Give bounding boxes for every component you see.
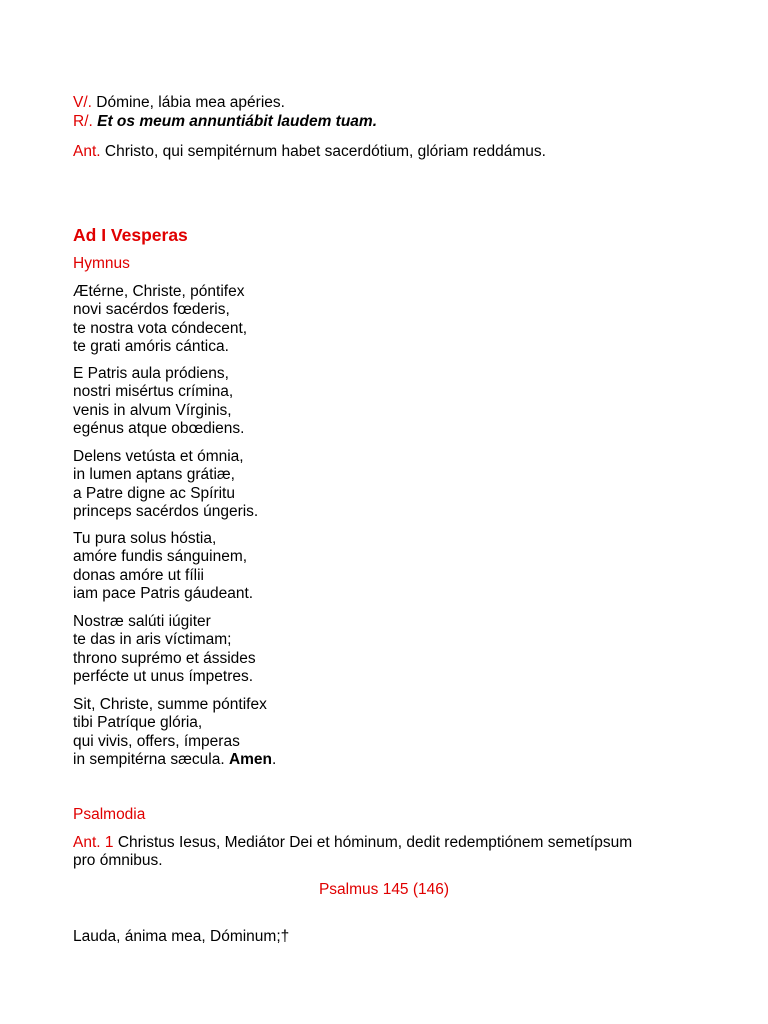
hymn-stanza [73, 365, 244, 439]
hymn-stanza [73, 283, 247, 357]
verse-line: E Patris aula pródiens, [73, 365, 229, 382]
verse-line: novi sacérdos fœderis, [73, 301, 230, 319]
antiphon-marker: Ant. 1 [73, 834, 114, 851]
antiphon-text: Christus Iesus, Mediátor Dei et hóminum, dedit redemptiónem semetípsum [117, 834, 633, 851]
versicle-text: Dómine, lábia mea apéries. [96, 94, 285, 111]
verse-line: Sit, Christe, summe póntifex [73, 696, 267, 713]
psalmody-label: Psalmodia [73, 806, 146, 823]
versicle-line [73, 94, 285, 112]
section-heading: Ad I Vesperas [73, 225, 188, 245]
verse-line: Tu pura solus hóstia, [73, 530, 217, 547]
hymn-label: Hymnus [73, 255, 130, 272]
versicle-marker: V/. [73, 94, 92, 111]
verse-line: venis in alvum Vírginis, [73, 401, 232, 419]
verse-line: in lumen aptans grátiæ, [73, 466, 235, 484]
verse-line: te das in aris víctimam; [73, 631, 232, 649]
hymn-stanza [73, 448, 258, 522]
hymn-stanza [73, 613, 256, 687]
response-line [73, 113, 377, 131]
verse-line: amóre fundis sánguinem, [73, 548, 248, 566]
psalm-verse: Lauda, ánima mea, Dóminum;† [73, 928, 290, 945]
verse-line: te nostra vota cóndecent, [73, 319, 248, 337]
verse-line: perfécte ut unus ímpetres. [73, 668, 254, 686]
final-line-end: . [272, 751, 277, 769]
verse-line-final [73, 751, 276, 769]
invitatory-antiphon [73, 143, 546, 161]
response-marker: R/. [73, 113, 93, 130]
verse-line: iam pace Patris gáudeant. [73, 585, 254, 603]
verse-line: princeps sacérdos úngeris. [73, 503, 259, 521]
verse-line: Nostræ salúti iúgiter [73, 613, 211, 630]
psalm-title: Psalmus 145 (146) [318, 881, 450, 898]
verse-line: egénus atque obœdiens. [73, 420, 245, 438]
verse-line: Ætérne, Christe, póntifex [73, 283, 245, 300]
verse-line: a Patre digne ac Spíritu [73, 484, 235, 502]
antiphon-marker: Ant. [73, 143, 101, 160]
antiphon-line-2: pro ómnibus. [73, 852, 163, 870]
final-line-text: in sempitérna sæcula. [73, 751, 225, 769]
verse-line: te grati amóris cántica. [73, 338, 229, 356]
amen-text: Amen [228, 751, 273, 769]
verse-line: donas amóre ut fílii [73, 566, 204, 584]
antiphon-text: Christo, qui sempitérnum habet sacerdótium, glóriam reddámus. [104, 143, 546, 160]
verse-line: Delens vetústa et ómnia, [73, 448, 244, 465]
response-text: Et os meum annuntiábit laudem tuam. [97, 113, 378, 130]
hymn-stanza [73, 530, 253, 604]
verse-line: nostri misértus crímina, [73, 383, 234, 401]
hymn-stanza [73, 696, 276, 770]
antiphon-line [73, 834, 632, 852]
verse-line: throno suprémo et ássides [73, 649, 256, 667]
verse-line: qui vivis, offers, ímperas [73, 732, 240, 750]
verse-line: tibi Patríque glória, [73, 714, 203, 732]
psalmody-antiphon [73, 834, 632, 871]
